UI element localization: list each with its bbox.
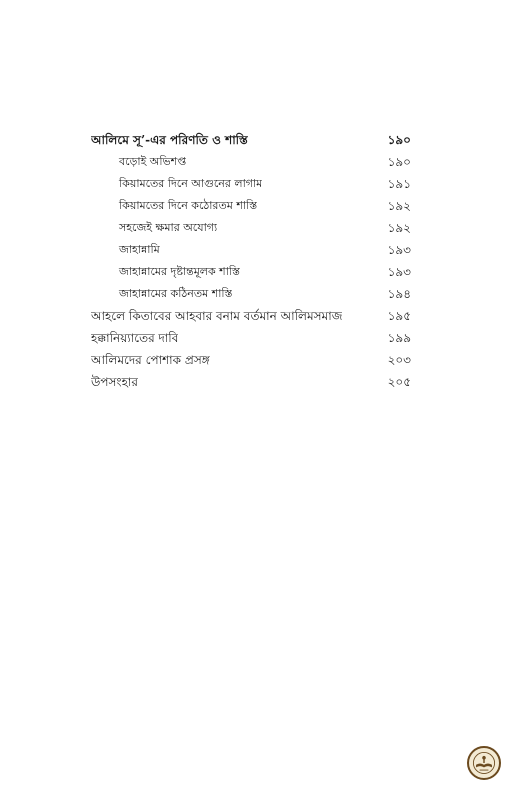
table-of-contents <box>91 129 411 393</box>
toc-row[interactable] <box>91 217 411 239</box>
toc-row[interactable] <box>91 239 411 261</box>
toc-entry-label: কিয়ামতের দিনে কঠোরতম শাস্তি <box>119 199 258 212</box>
toc-entry-label: আলিমে সূ’-এর পরিণতি ও শাস্তি <box>91 133 248 147</box>
toc-entry-label: উপসংহার <box>91 375 138 389</box>
toc-page-number: ১৯৩ <box>387 265 411 279</box>
toc-page-number: ১৯৯ <box>387 331 411 345</box>
toc-entry-label: সহজেই ক্ষমার অযোগ্য <box>119 221 218 234</box>
toc-entry-label: কিয়ামতের দিনে আগুনের লাগাম <box>119 177 263 190</box>
toc-row[interactable] <box>91 371 411 393</box>
toc-row[interactable] <box>91 151 411 173</box>
book-emblem-icon <box>469 748 499 778</box>
toc-page-number: ১৯২ <box>387 221 411 235</box>
toc-page-number: ১৯৩ <box>387 243 411 257</box>
toc-entry-label: জাহান্নামের দৃষ্টান্তমূলক শাস্তি <box>119 265 240 278</box>
toc-row[interactable] <box>91 305 411 327</box>
publisher-logo-icon <box>467 746 501 780</box>
toc-page-number: ১৯০ <box>387 155 411 169</box>
toc-row[interactable] <box>91 327 411 349</box>
toc-page-number: ১৯৪ <box>387 287 411 301</box>
toc-row[interactable] <box>91 349 411 371</box>
toc-row[interactable] <box>91 173 411 195</box>
toc-entry-label: বড়োই অভিশপ্ত <box>119 155 187 168</box>
toc-page-number: ১৯০ <box>387 133 411 147</box>
toc-entry-label: আলিমদের পোশাক প্রসঙ্গ <box>91 353 210 367</box>
toc-page-number: ১৯৫ <box>387 309 411 323</box>
toc-page-number: ২০৩ <box>387 353 411 367</box>
toc-entry-label: হক্কানিয়্যাতের দাবি <box>91 331 179 345</box>
toc-page-number: ২০৫ <box>387 375 411 389</box>
toc-entry-label: জাহান্নামের কঠিনতম শাস্তি <box>119 287 233 300</box>
toc-row[interactable] <box>91 129 411 151</box>
toc-row[interactable] <box>91 195 411 217</box>
toc-page-number: ১৯২ <box>387 199 411 213</box>
toc-entry-label: আহলে কিতাবের আহবার বনাম বর্তমান আলিমসমাজ <box>91 309 343 323</box>
toc-row[interactable] <box>91 283 411 305</box>
toc-entry-label: জাহান্নামি <box>119 243 160 256</box>
toc-page-number: ১৯১ <box>387 177 411 191</box>
toc-row[interactable] <box>91 261 411 283</box>
